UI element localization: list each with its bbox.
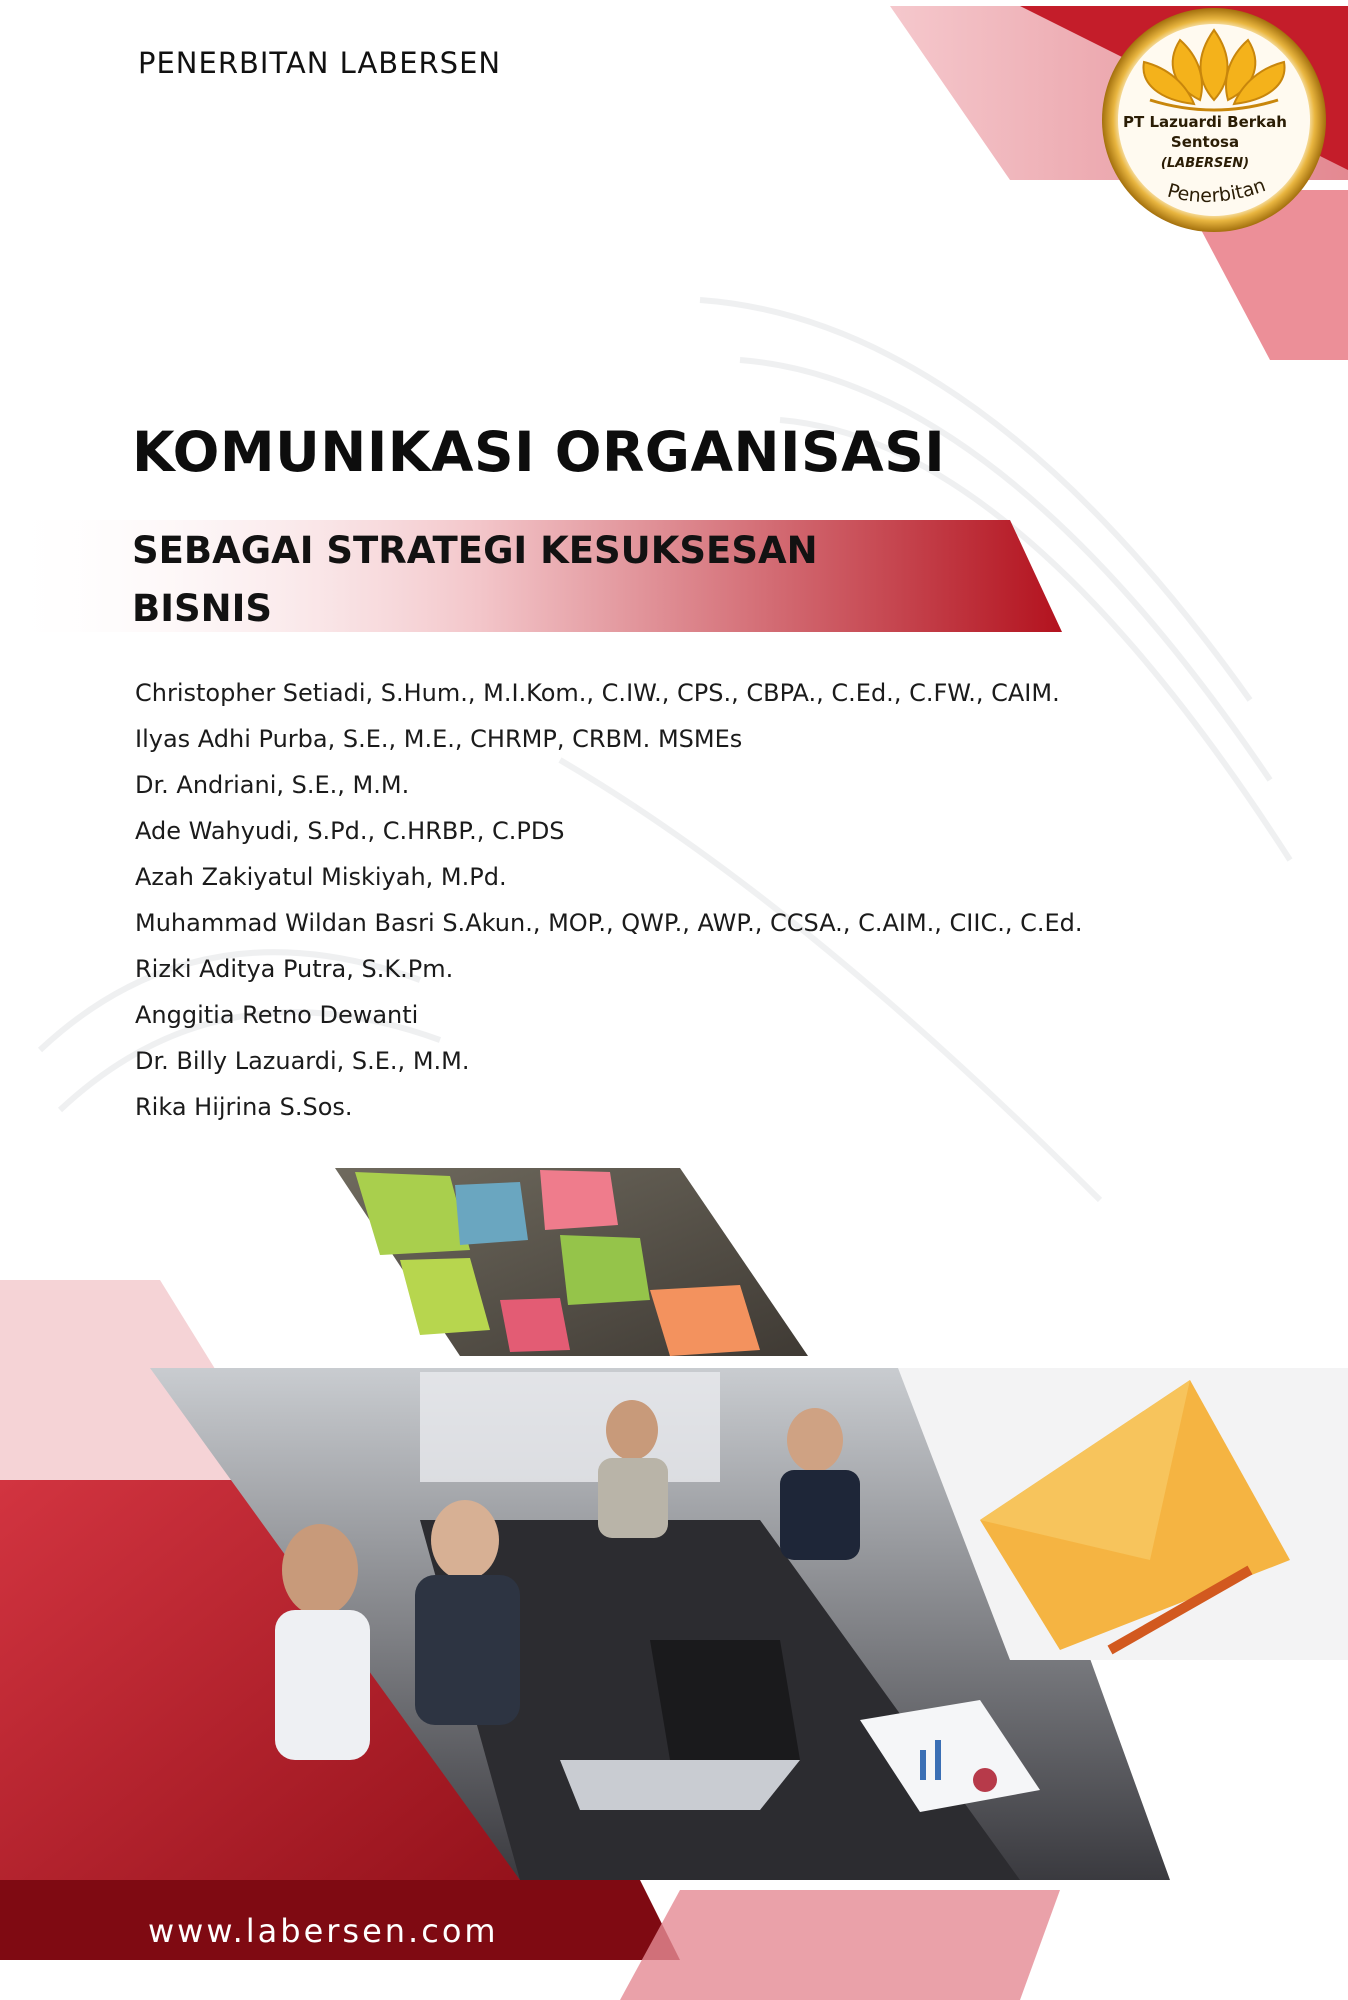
author-name: Muhammad Wildan Basri S.Akun., MOP., QWP., AWP., CCSA., C.AIM., CIIC., C.Ed.: [135, 909, 1083, 937]
sticky-notes-photo[interactable]: [335, 1168, 808, 1356]
logo-arc-text: Penerbitan: [1165, 174, 1269, 207]
author-name: Azah Zakiyatul Miskiyah, M.Pd.: [135, 863, 507, 891]
author-name: Ade Wahyudi, S.Pd., C.HRBP., C.PDS: [135, 817, 565, 845]
author-name: Anggitia Retno Dewanti: [135, 1001, 419, 1029]
subtitle-line-1: SEBAGAI STRATEGI KESUKSESAN: [132, 529, 818, 572]
subtitle-line-2: BISNIS: [132, 587, 272, 630]
author-list: [135, 670, 1285, 1130]
author-name: Rika Hijrina S.Sos.: [135, 1093, 353, 1121]
website-link[interactable]: www.labersen.com: [148, 1912, 499, 1950]
author-name: Rizki Aditya Putra, S.K.Pm.: [135, 955, 454, 983]
logo-name-line2: Sentosa: [1170, 133, 1240, 151]
book-subtitle: [132, 522, 932, 638]
author-name: Ilyas Adhi Purba, S.E., M.E., CHRMP, CRBM. MSMEs: [135, 725, 743, 753]
book-title: KOMUNIKASI ORGANISASI: [132, 420, 946, 484]
author-name: Christopher Setiadi, S.Hum., M.I.Kom., C.IW., CPS., CBPA., C.Ed., C.FW., CAIM.: [135, 679, 1060, 707]
logo-name-line3: (LABERSEN): [1160, 156, 1250, 171]
logo-company-name: [1100, 112, 1310, 174]
author-name: Dr. Andriani, S.E., M.M.: [135, 771, 410, 799]
bottom-pink-strip: [620, 1890, 1060, 2000]
logo-name-line1: PT Lazuardi Berkah: [1123, 113, 1287, 131]
publisher-label: PENERBITAN LABERSEN: [138, 46, 502, 80]
author-name: Dr. Billy Lazuardi, S.E., M.M.: [135, 1047, 470, 1075]
